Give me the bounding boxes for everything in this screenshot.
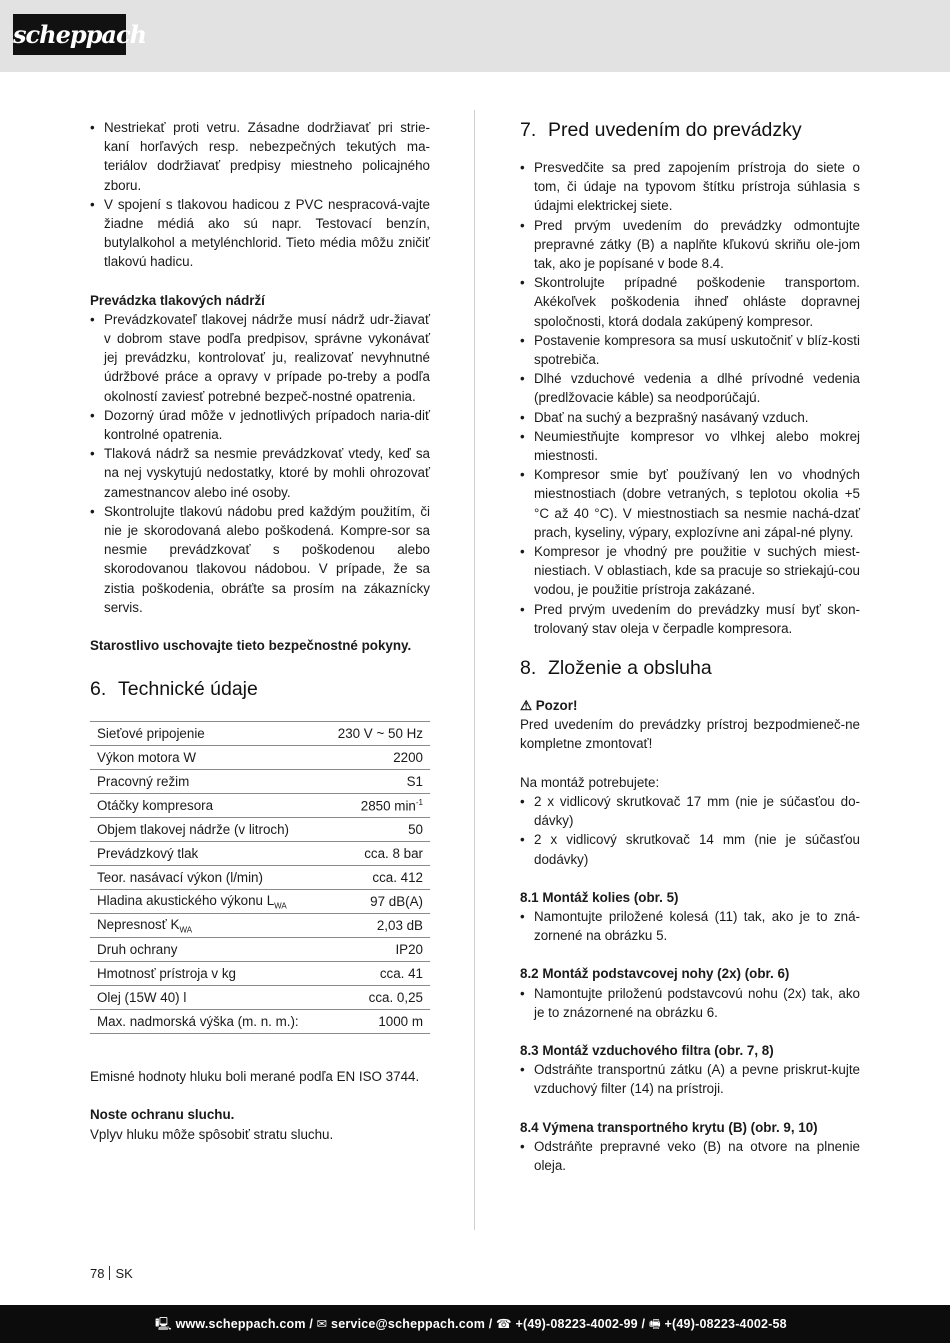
spec-value (323, 746, 430, 770)
spec-label (90, 890, 323, 914)
spec-value-text: 2200 (393, 750, 423, 766)
section-number: 7. (520, 119, 537, 141)
spec-label (90, 1010, 323, 1034)
contact-footer (0, 1305, 950, 1343)
table-row (90, 746, 430, 770)
footer-separator: / (305, 1317, 317, 1331)
spec-label-text: Výkon motora W (97, 750, 196, 766)
list-item: • Prevádzkovateľ tlakovej nádrže musí nádrž udr-žiavať v dobrom stave podľa predpisov, správne vykonávať jej prevádzku, kontrolovať ju, realizovať nevyhnutné údržbové práce a opravy v prípade po-treby a podľa okolností zaviesť potrebné bezpeč-nostné opatrenia. (90, 310, 430, 406)
spec-label-text: Prevádzkový tlak (97, 846, 199, 862)
spec-value-text: 230 V ~ 50 Hz (337, 726, 423, 742)
spec-value-text: cca. 0,25 (368, 990, 423, 1006)
table-row (90, 794, 430, 818)
spec-value (323, 1010, 430, 1034)
spec-value-superscript: -1 (415, 798, 423, 808)
table-row (90, 962, 430, 986)
list-item: • Neumiestňujte kompresor vo vlhkej alebo mokrej miestnosti. (520, 427, 860, 465)
spec-value-text: cca. 412 (372, 870, 423, 886)
spec-value (323, 890, 430, 914)
list-item: • Namontujte priloženú podstavcovú nohu (2x) tak, ako je to znázornené na obrázku 6. (520, 984, 860, 1022)
list-item: • Odstráňte transportnú zátku (A) a pevne priskrut-kujte vzduchový filter (14) na prístroji. (520, 1060, 860, 1098)
fax-icon: 🖷 (648, 1317, 661, 1331)
warning-icon: ⚠ (520, 698, 533, 714)
list-item: • Pred prvým uvedením do prevádzky musí byť skon-trolovaný stav oleja v čerpadle kompresora. (520, 600, 860, 638)
spec-value-text: S1 (406, 774, 423, 790)
warning-text: Pred uvedením do prevádzky prístroj bezpodmieneč-ne kompletne zmontovať! (520, 717, 860, 752)
spec-label (90, 770, 323, 794)
spec-label-text: Sieťové pripojenie (97, 726, 205, 742)
list-item: • Skontrolujte tlakovú nádobu pred každým použitím, či nie je skorodovaná alebo poškodená. Kompre-sor sa nesmie prevádzkovať s poškodenou alebo skorodovanou tlakovou nádobou. V prípade, že sa zistia poškodenia, obráťte sa prosím na zákaznícky servis. (90, 502, 430, 617)
page-number-value: 78 (90, 1266, 105, 1281)
subsection-8-2-list (520, 984, 860, 1022)
spec-value (323, 722, 430, 746)
warning-heading-text: Pozor! (535, 698, 578, 714)
list-item: • Dlhé vzduchové vedenia a dlhé prívodné vedenia (predlžovacie káble) sa neodporúčajú. (520, 369, 860, 407)
table-row (90, 1010, 430, 1034)
spec-label (90, 818, 323, 842)
subsection-8-3-heading: 8.3 Montáž vzduchového filtra (obr. 7, 8) (520, 1042, 774, 1058)
tools-intro: Na montáž potrebujete: (520, 774, 660, 790)
footer-fax: +(49)-08223-4002-58 (664, 1317, 787, 1331)
list-item: • Kompresor je vhodný pre použitie v suchých miest-niestiach. V oblastiach, kde sa pracuje so striekajú-cou vodou, je použitie prístroja zakázané. (520, 542, 860, 600)
column-divider (474, 110, 475, 1230)
spec-value (323, 938, 430, 962)
spec-value (323, 866, 430, 890)
spec-value (323, 962, 430, 986)
spec-value-text: cca. 41 (379, 966, 423, 982)
subsection-8-3-list (520, 1060, 860, 1098)
list-item: • Kompresor smie byť používaný len vo vhodných miestnostiach (dobre vetraných, s teplotou okolia +5 °C až 40 °C). V miestnostiach sa nesmie nachá-dzať prach, kyseliny, výpary, explozívne ani zápal-né plyny. (520, 465, 860, 542)
section-7-bullet-list (520, 158, 860, 638)
list-item: • Odstráňte prepravné veko (B) na otvore na plnenie oleja. (520, 1137, 860, 1175)
spec-value (323, 770, 430, 794)
list-item: • Namontujte priložené kolesá (11) tak, ako je to zná-zornené na obrázku 5. (520, 907, 860, 945)
header-band (0, 0, 950, 72)
list-item: • Tlaková nádrž sa nesmie prevádzkovať vtedy, keď sa na nej vyskytujú nedostatky, ktoré by mohli ohrozovať zamestnancov alebo iné osoby. (90, 444, 430, 502)
spec-label (90, 914, 323, 938)
list-item: • 2 x vidlicový skrutkovač 17 mm (nie je súčasťou do-dávky) (520, 792, 860, 830)
spec-label-text: Nepresnosť K (97, 916, 180, 932)
spec-value (323, 794, 430, 818)
subsection-8-1-list (520, 907, 860, 945)
footer-email[interactable]: service@scheppach.com (331, 1317, 486, 1331)
spec-label-text: Hladina akustického výkonu L (97, 892, 275, 908)
list-item: • Dbať na suchý a bezprašný nasávaný vzduch. (520, 408, 860, 427)
mail-icon: ✉ (316, 1317, 328, 1331)
hearing-text: Vplyv hluku môže spôsobiť stratu sluchu. (90, 1126, 334, 1142)
technical-data-table (90, 721, 430, 1034)
spec-label-text: Otáčky kompresora (97, 798, 214, 814)
spec-label (90, 938, 323, 962)
spec-value (323, 986, 430, 1010)
table-row (90, 890, 430, 914)
section-7-title (520, 118, 860, 142)
spec-label-text: Olej (15W 40) l (97, 990, 187, 1006)
spec-label-text: Hmotnosť prístroja v kg (97, 966, 236, 982)
spec-label (90, 962, 323, 986)
section-number: 8. (520, 657, 537, 680)
spec-label (90, 722, 323, 746)
subsection-8-4-list (520, 1137, 860, 1175)
spec-label-subscript: WA (274, 901, 287, 911)
table-row (90, 914, 430, 938)
section-6-title (90, 677, 430, 701)
list-item: • Pred prvým uvedením do prevádzky odmontujte prepravné zátky (B) a naplňte kľukovú skriňu ole-jom tak, ako je popísané v bode 8.4. (520, 216, 860, 274)
spec-label (90, 866, 323, 890)
spec-value (323, 842, 430, 866)
section-8-title (520, 656, 860, 680)
subsection-8-1-heading: 8.1 Montáž kolies (obr. 5) (520, 889, 679, 905)
table-row (90, 842, 430, 866)
list-item: • Skontrolujte prípadné poškodenie transportom. Akékoľvek poškodenia ihneď ohláste dopravnej spoločnosti, ktorá dodala zakúpený kompresor. (520, 273, 860, 331)
list-item: • Presvedčite sa pred zapojením prístroja do siete o tom, či údaje na typovom štítku prístroja súhlasia s údajmi elektrickej siete. (520, 158, 860, 216)
spec-value-text: 50 (408, 822, 423, 838)
section-number: 6. (90, 678, 107, 701)
left-column (90, 118, 430, 1144)
hearing-heading: Noste ochranu sluchu. (90, 1107, 235, 1123)
subsection-8-4-heading: 8.4 Výmena transportného krytu (B) (obr. 9, 10) (520, 1119, 818, 1135)
spec-value-text: 2850 min (360, 798, 416, 814)
list-item: • Nestriekať proti vetru. Zásadne dodržiavať pri strie-kaní horľavých resp. nebezpečných tekutých ma-teriálov dodržiavať predpisy miestneho policajného zboru. (90, 118, 430, 195)
pressure-bullet-list (90, 310, 430, 617)
footer-phone: +(49)-08223-4002-99 (515, 1317, 638, 1331)
table-row (90, 938, 430, 962)
brand-logo: scheppach (13, 14, 126, 55)
spec-label-text: Teor. nasávací výkon (l/min) (97, 870, 263, 886)
spec-label (90, 746, 323, 770)
list-item: • Dozorný úrad môže v jednotlivých prípadoch naria-diť kontrolné opatrenia. (90, 406, 430, 444)
right-column (520, 118, 860, 1175)
tools-bullet-list (520, 792, 860, 869)
intro-bullet-list (90, 118, 430, 272)
list-item: • V spojení s tlakovou hadicou z PVC nespracová-vajte žiadne médiá ako sú napr. Testovací benzín, butylalkohol a metylénchlorid. Tieto média môžu zničiť tlakovú hadicu. (90, 195, 430, 272)
table-row (90, 818, 430, 842)
list-item: • 2 x vidlicový skrutkovač 14 mm (nie je súčasťou dodávky) (520, 830, 860, 868)
spec-value (323, 914, 430, 938)
spec-value-text: 97 dB(A) (370, 894, 423, 910)
section-title-text: Pred uvedením do prevádzky (548, 119, 802, 141)
phone-icon: ☎ (496, 1317, 512, 1331)
language-code: SK (115, 1266, 133, 1281)
footer-website[interactable]: www.scheppach.com (175, 1317, 306, 1331)
table-row (90, 986, 430, 1010)
table-row (90, 722, 430, 746)
spec-label (90, 794, 323, 818)
spec-label (90, 842, 323, 866)
spec-value-text: cca. 8 bar (364, 846, 423, 862)
subsection-8-2-heading: 8.2 Montáž podstavcovej nohy (2x) (obr. 6) (520, 966, 790, 982)
computer-icon: 🖳 (155, 1317, 172, 1331)
spec-value (323, 818, 430, 842)
footer-separator: / (485, 1317, 497, 1331)
footer-separator: / (637, 1317, 649, 1331)
spec-label (90, 986, 323, 1010)
section-title-text: Technické údaje (118, 678, 258, 701)
keep-instructions-note: Starostlivo uschovajte tieto bezpečnostné pokyny. (90, 638, 412, 654)
table-row (90, 770, 430, 794)
spec-value-text: 2,03 dB (376, 918, 423, 934)
spec-label-text: Druh ochrany (97, 942, 178, 958)
section-title-text: Zloženie a obsluha (548, 657, 712, 680)
pressure-heading: Prevádzka tlakových nádrží (90, 292, 265, 308)
table-row (90, 866, 430, 890)
spec-label-subscript: WA (179, 925, 193, 935)
page-number (90, 1266, 133, 1281)
spec-value-text: IP20 (395, 942, 423, 958)
emission-text: Emisné hodnoty hluku boli merané podľa EN ISO 3744. (90, 1069, 420, 1085)
spec-label-text: Objem tlakovej nádrže (v litroch) (97, 822, 290, 838)
page-number-separator (109, 1266, 110, 1280)
spec-label-text: Pracovný režim (97, 774, 190, 790)
list-item: • Postavenie kompresora sa musí uskutočniť v blíz-kosti spotrebiča. (520, 331, 860, 369)
warning-heading (520, 696, 860, 715)
spec-label-text: Max. nadmorská výška (m. n. m.): (97, 1014, 299, 1030)
spec-value-text: 1000 m (378, 1014, 423, 1030)
